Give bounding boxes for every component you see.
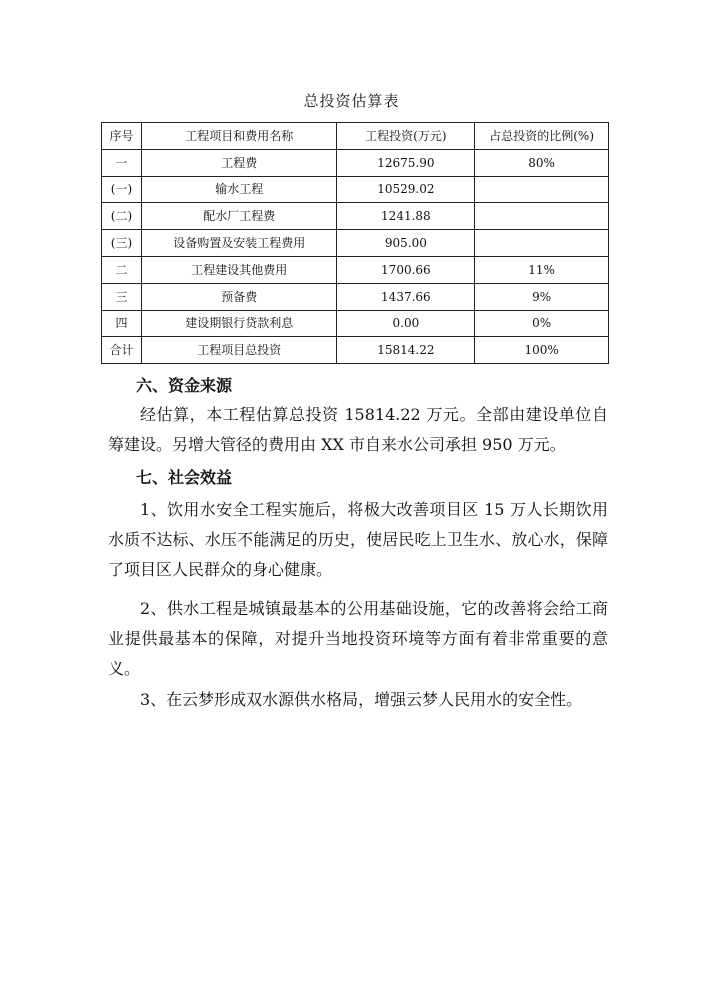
cell-ratio: 100% (475, 337, 609, 364)
table-total-row (102, 337, 609, 364)
cell-amount: 1437.66 (337, 283, 475, 310)
cell-seq: 合计 (102, 337, 142, 364)
cell-ratio (475, 203, 609, 230)
table-title: 总投资估算表 (303, 92, 400, 110)
cell-ratio: 11% (475, 256, 609, 283)
cell-ratio (475, 230, 609, 257)
paragraph-funding-source: 经估算，本工程估算总投资 15814.22 万元。全部由建设单位自筹建设。另增大管径的费用由 XX 市自来水公司承担 950 万元。 (108, 405, 608, 454)
table-row (102, 203, 609, 230)
cell-seq: 四 (102, 310, 142, 337)
header-ratio: 占总投资的比例(%) (475, 123, 609, 150)
table-row (102, 230, 609, 257)
section-heading-funding-source: 六、资金来源 (136, 376, 233, 395)
paragraph-benefit-3: 3、在云梦形成双水源供水格局，增强云梦人民用水的安全性。 (140, 690, 583, 709)
table-row (102, 256, 609, 283)
cell-amount: 1241.88 (337, 203, 475, 230)
cell-name: 预备费 (141, 283, 337, 310)
paragraph-benefit-1: 1、饮用水安全工程实施后，将极大改善项目区 15 万人长期饮用水质不达标、水压不能满足的历史，使居民吃上卫生水、放心水，保障了项目区人民群众的身心健康。 (108, 500, 608, 579)
header-name: 工程项目和费用名称 (141, 123, 337, 150)
cell-name: 工程建设其他费用 (141, 256, 337, 283)
cell-ratio: 80% (475, 149, 609, 176)
cell-amount: 10529.02 (337, 176, 475, 203)
table-row (102, 149, 609, 176)
cell-ratio: 9% (475, 283, 609, 310)
cell-seq: 二 (102, 256, 142, 283)
cell-name: 输水工程 (141, 176, 337, 203)
header-seq: 序号 (102, 123, 142, 150)
table-header-row (102, 123, 609, 150)
cell-seq: (一) (102, 176, 142, 203)
section-heading-social-benefits: 七、社会效益 (136, 468, 233, 487)
cell-name: 工程费 (141, 149, 337, 176)
table-row (102, 176, 609, 203)
cell-amount: 0.00 (337, 310, 475, 337)
cell-seq: 一 (102, 149, 142, 176)
cell-ratio: 0% (475, 310, 609, 337)
cell-seq: (三) (102, 230, 142, 257)
table-row (102, 310, 609, 337)
cell-amount: 905.00 (337, 230, 475, 257)
header-amount: 工程投资(万元) (337, 123, 475, 150)
cell-ratio (475, 176, 609, 203)
cell-seq: (二) (102, 203, 142, 230)
cell-name: 设备购置及安装工程费用 (141, 230, 337, 257)
cell-amount: 15814.22 (337, 337, 475, 364)
paragraph-benefit-2: 2、供水工程是城镇最基本的公用基础设施，它的改善将会给工商业提供最基本的保障，对提升当地投资环境等方面有着非常重要的意义。 (108, 599, 608, 678)
investment-estimate-table (101, 122, 609, 364)
cell-amount: 12675.90 (337, 149, 475, 176)
cell-name: 工程项目总投资 (141, 337, 337, 364)
table-row (102, 283, 609, 310)
cell-name: 配水厂工程费 (141, 203, 337, 230)
cell-name: 建设期银行贷款利息 (141, 310, 337, 337)
cell-amount: 1700.66 (337, 256, 475, 283)
cell-seq: 三 (102, 283, 142, 310)
